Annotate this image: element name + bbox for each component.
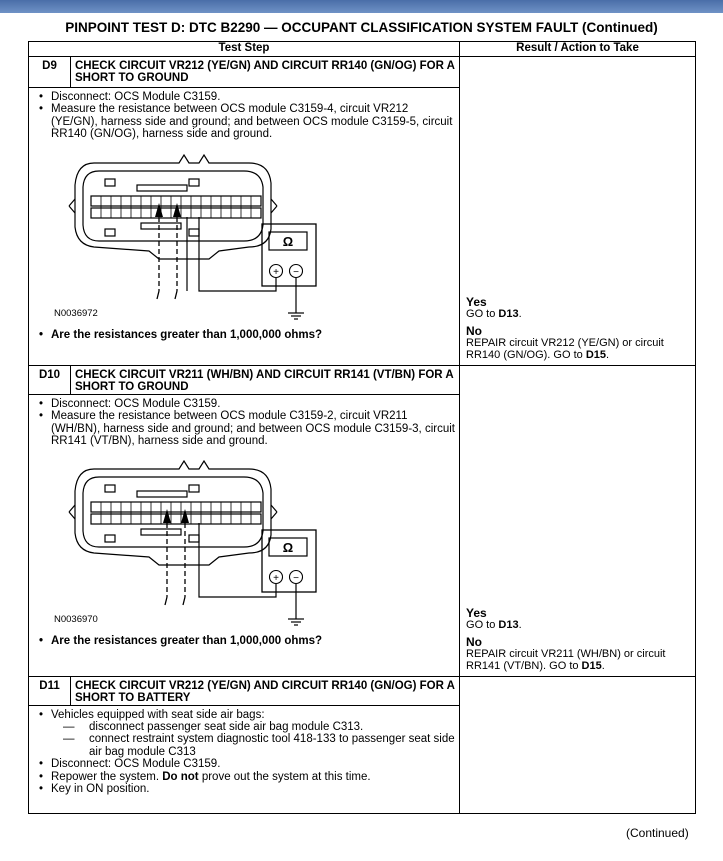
top-bar [0,0,723,13]
step-id: D9 [29,57,71,88]
yes-target: D13 [498,619,519,632]
figure-id: N0036972 [54,307,98,319]
step-d9-heading-row [29,57,696,88]
step-bullet: • Vehicles equipped with seat side air bags: — disconnect passenger seat side air bag module C313. — connect restraint system diagnostic tool 418-133 to passenger seat side air bag module C313 [39,709,455,759]
step-id: D10 [29,366,71,395]
step-id: D11 [29,676,71,705]
step-heading: CHECK CIRCUIT VR212 (YE/GN) AND CIRCUIT RR140 (GN/OG) FOR A SHORT TO GROUND [71,57,460,88]
step-d9-result [460,57,696,366]
step-heading: CHECK CIRCUIT VR211 (WH/BN) AND CIRCUIT RR141 (VT/BN) FOR A SHORT TO GROUND [71,366,460,395]
step-bullet: • Disconnect: OCS Module C3159. [39,91,455,103]
step-bullet: • Measure the resistance between OCS module C3159-2, circuit VR211 (WH/BN), harness side and ground; and between OCS module C3159-3, circuit RR141 (VT/BN), harness side and ground. [39,410,455,447]
result-block [466,607,695,673]
step-bullet: • Measure the resistance between OCS module C3159-4, circuit VR212 (YE/GN), harness side and ground; and between OCS module C3159-5, circuit RR140 (GN/OG), harness side and ground. [39,103,455,140]
table-header-row [29,42,696,57]
continued-footer: (Continued) [626,826,689,840]
step-heading: CHECK CIRCUIT VR212 (YE/GN) AND CIRCUIT RR140 (GN/OG) FOR A SHORT TO BATTERY [71,676,460,705]
step-sub-bullet: — connect restraint system diagnostic tool 418-133 to passenger seat side air bag module C313 [63,733,455,758]
step-question: • Are the resistances greater than 1,000,000 ohms? [39,635,455,647]
yes-label: Yes [466,295,487,310]
step-d10-result [460,366,696,677]
step-d10-body [29,394,460,676]
page-title: PINPOINT TEST D: DTC B2290 — OCCUPANT CLASSIFICATION SYSTEM FAULT (Continued) [65,20,658,35]
connector-ohmmeter-illustration [39,447,419,633]
no-label: No [466,635,483,650]
step-bullet: • Repower the system. Do not prove out the system at this time. [39,771,455,783]
pinpoint-test-table [28,41,696,814]
step-d11-heading-row [29,676,696,705]
step-bullet: • Disconnect: OCS Module C3159. [39,398,455,410]
yes-action: GO to D13. [466,619,522,632]
svg-text:+: + [273,573,279,585]
no-label: No [466,324,483,339]
step-sub-bullet: — disconnect passenger seat side air bag module C313. [63,721,455,733]
ohm-symbol: Ω [282,233,294,249]
figure-id: N0036970 [54,614,98,626]
step-d10-heading-row [29,366,696,395]
svg-text:−: − [293,266,299,278]
step-d11-result [460,676,696,813]
yes-target: D13 [498,308,519,321]
connector-ohmmeter-illustration [39,141,419,327]
step-d9-body [29,88,460,366]
no-target: D15 [581,659,602,672]
svg-text:+: + [273,266,279,278]
step-bullet: • Disconnect: OCS Module C3159. [39,758,455,770]
emphasis-text: Do not [162,770,199,783]
connector-diagram [39,447,455,633]
yes-action: GO to D13. [466,308,522,321]
connector-diagram [39,141,455,327]
step-question: • Are the resistances greater than 1,000,000 ohms? [39,329,455,341]
yes-label: Yes [466,606,487,621]
ohm-symbol: Ω [282,540,294,556]
no-action: REPAIR circuit VR211 (WH/BN) or circuit RR141 (VT/BN). GO to D15. [466,648,666,672]
result-block [466,296,695,362]
step-d11-body [29,705,460,813]
no-target: D15 [585,349,607,362]
header-test-step: Test Step [29,42,460,57]
no-action: REPAIR circuit VR212 (YE/GN) or circuit RR140 (GN/OG). GO to D15. [466,337,664,362]
svg-text:−: − [293,573,299,585]
header-result: Result / Action to Take [460,42,696,57]
step-bullet: • Key in ON position. [39,783,455,795]
